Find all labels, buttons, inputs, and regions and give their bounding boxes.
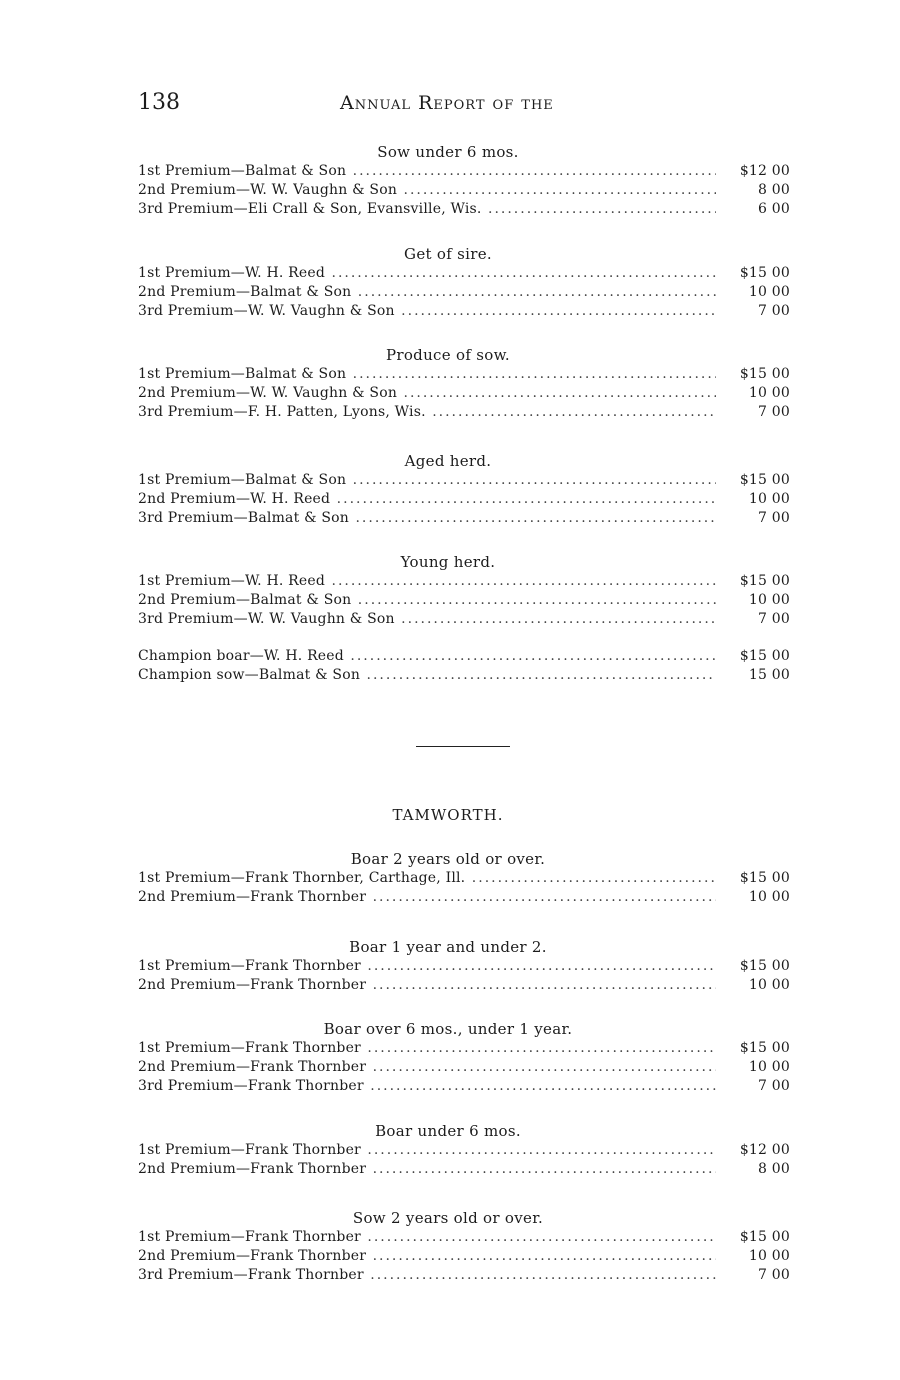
section-sow-2-years [138,1209,794,1285]
premium-entry: 1st Premium—Balmat & Son ..... [138,162,716,181]
running-head [138,90,608,118]
premium-entry: 1st Premium—Frank Thornber, Carthage, Ill. ..... [138,869,716,888]
section-produce-of-sow [138,346,794,422]
page-number: 138 [138,90,180,115]
section-title: Get of sire. [404,245,492,263]
premium-row [138,509,794,528]
premium-amount: $15 00 [739,573,790,589]
premium-amount: 8 00 [758,182,790,198]
premium-amount: 10 00 [748,491,790,507]
premium-amount: $15 00 [739,870,790,886]
premium-row [138,1228,794,1247]
premium-entry: 2nd Premium—W. W. Vaughn & Son ..... [138,181,716,200]
premium-entry: 3rd Premium—Frank Thornber ..... [138,1266,716,1285]
premium-entry: 1st Premium—Frank Thornber ..... [138,1141,716,1160]
premium-entry: 3rd Premium—W. W. Vaughn & Son ..... [138,610,716,629]
section-title: Young herd. [400,553,496,571]
premium-row [138,888,794,907]
premium-row [138,283,794,302]
premium-row [138,200,794,219]
section-boar-2-years [138,850,794,907]
champion-entry: Champion sow—Balmat & Son ..... [138,666,716,685]
premium-entry: 1st Premium—W. H. Reed ..... [138,264,716,283]
premium-amount: 7 00 [758,510,790,526]
section-boar-under-6-mos [138,1122,794,1179]
premium-amount: 10 00 [748,977,790,993]
premium-entry: 1st Premium—W. H. Reed ..... [138,572,716,591]
section-title: Boar 1 year and under 2. [349,938,547,956]
premium-entry: 1st Premium—Frank Thornber ..... [138,1039,716,1058]
premium-amount: $15 00 [739,472,790,488]
premium-row [138,572,794,591]
premium-amount: 15 00 [748,667,790,683]
premium-entry: 1st Premium—Balmat & Son ..... [138,365,716,384]
premium-row [138,1077,794,1096]
premium-amount: 10 00 [748,1248,790,1264]
premium-amount: $15 00 [739,1229,790,1245]
section-divider [416,746,510,747]
premium-row [138,264,794,283]
premium-entry: 3rd Premium—Frank Thornber ..... [138,1077,716,1096]
premium-entry: 3rd Premium—Balmat & Son ..... [138,509,716,528]
premium-amount: $15 00 [739,366,790,382]
premium-row [138,1039,794,1058]
section-champions [138,647,794,685]
premium-row [138,591,794,610]
premium-entry: 2nd Premium—Frank Thornber ..... [138,1160,716,1179]
running-title: Annual Report of the [340,92,554,114]
premium-entry: 2nd Premium—Frank Thornber ..... [138,976,716,995]
premium-row [138,1247,794,1266]
breed-heading-block [138,806,794,825]
section-aged-herd [138,452,794,528]
premium-entry: 2nd Premium—Frank Thornber ..... [138,1058,716,1077]
premium-row [138,365,794,384]
premium-amount: 10 00 [748,592,790,608]
section-title: Sow under 6 mos. [377,143,519,161]
premium-amount: $15 00 [739,648,790,664]
premium-entry: 2nd Premium—Frank Thornber ..... [138,1247,716,1266]
section-title: Produce of sow. [385,346,510,364]
premium-row [138,976,794,995]
premium-amount: 10 00 [748,284,790,300]
premium-amount: 6 00 [758,201,790,217]
premium-row [138,1058,794,1077]
premium-row [138,869,794,888]
premium-amount: $15 00 [739,265,790,281]
premium-amount: 7 00 [758,404,790,420]
premium-row [138,403,794,422]
premium-row [138,1141,794,1160]
section-boar-over-6-mos [138,1020,794,1096]
premium-entry: 3rd Premium—F. H. Patten, Lyons, Wis. ..... [138,403,716,422]
premium-row [138,302,794,321]
premium-amount: 7 00 [758,1078,790,1094]
premium-row [138,162,794,181]
premium-row [138,647,794,666]
premium-amount: 10 00 [748,1059,790,1075]
premium-amount: 7 00 [758,611,790,627]
premium-entry: 3rd Premium—Eli Crall & Son, Evansville, Wis. ..... [138,200,716,219]
section-young-herd [138,553,794,629]
premium-row [138,610,794,629]
premium-amount: $15 00 [739,1040,790,1056]
premium-amount: $15 00 [739,958,790,974]
premium-amount: 7 00 [758,303,790,319]
section-boar-1-year [138,938,794,995]
premium-entry: 1st Premium—Frank Thornber ..... [138,957,716,976]
premium-row [138,384,794,403]
section-sow-under-6-mos [138,143,794,219]
section-title: Boar over 6 mos., under 1 year. [323,1020,573,1038]
premium-row [138,957,794,976]
premium-amount: 10 00 [748,889,790,905]
premium-entry: 1st Premium—Frank Thornber ..... [138,1228,716,1247]
premium-row [138,666,794,685]
premium-entry: 2nd Premium—Balmat & Son ..... [138,283,716,302]
champion-entry: Champion boar—W. H. Reed ..... [138,647,716,666]
breed-heading: TAMWORTH. [392,806,504,824]
section-title: Boar under 6 mos. [375,1122,521,1140]
premium-amount: 10 00 [748,385,790,401]
section-title: Aged herd. [404,452,492,470]
premium-entry: 2nd Premium—W. H. Reed ..... [138,490,716,509]
premium-row [138,471,794,490]
premium-entry: 2nd Premium—Balmat & Son ..... [138,591,716,610]
premium-amount: 8 00 [758,1161,790,1177]
premium-entry: 3rd Premium—W. W. Vaughn & Son ..... [138,302,716,321]
premium-row [138,490,794,509]
premium-row [138,1160,794,1179]
premium-row [138,181,794,200]
premium-entry: 2nd Premium—W. W. Vaughn & Son ..... [138,384,716,403]
premium-amount: $12 00 [739,1142,790,1158]
premium-row [138,1266,794,1285]
section-title: Sow 2 years old or over. [352,1209,544,1227]
section-title: Boar 2 years old or over. [350,850,546,868]
premium-amount: 7 00 [758,1267,790,1283]
premium-entry: 1st Premium—Balmat & Son ..... [138,471,716,490]
premium-entry: 2nd Premium—Frank Thornber ..... [138,888,716,907]
premium-amount: $12 00 [739,163,790,179]
section-get-of-sire [138,245,794,321]
